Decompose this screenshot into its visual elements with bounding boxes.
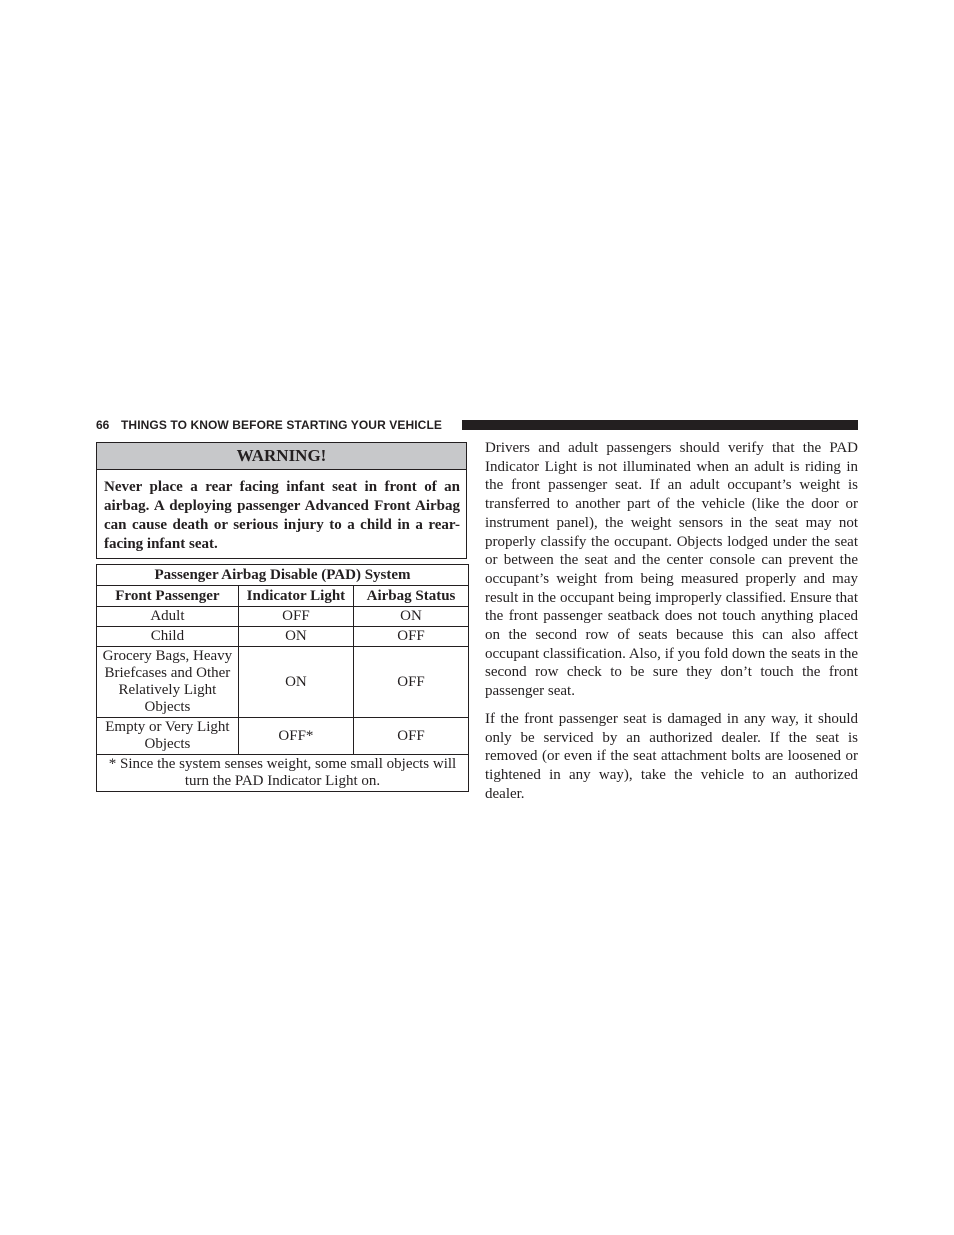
table-footnote-row: [97, 755, 469, 792]
warning-title: WARNING!: [97, 443, 466, 470]
table-row: [97, 647, 469, 718]
body-paragraph: If the front passenger seat is damaged in any way, it should only be serviced by an authorized dealer. If the seat is removed (or even if the seat attachment bolts are loosened or tightened in any way), take the vehicle to an authorized dealer.: [485, 710, 858, 802]
table-cell: Adult: [97, 607, 239, 627]
pad-system-table: [96, 564, 469, 792]
warning-text: Never place a rear facing infant seat in front of an airbag. A deploying passenger Advanced Front Airbag can cause death or serious injury to a child in a rear-facing infant seat.: [104, 479, 460, 552]
table-header-row: [97, 586, 469, 607]
table-cell: ON: [238, 647, 353, 718]
table-cell: OFF: [354, 718, 469, 755]
table-cell: OFF: [354, 647, 469, 718]
column-header-front-passenger: Front Passenger: [97, 586, 239, 607]
column-header-indicator-light: Indicator Light: [238, 586, 353, 607]
page-header: [96, 417, 858, 433]
table-cell: OFF: [238, 607, 353, 627]
column-header-airbag-status: Airbag Status: [354, 586, 469, 607]
header-rule: [462, 420, 858, 430]
section-title: THINGS TO KNOW BEFORE STARTING YOUR VEHICLE: [121, 418, 442, 432]
table-cell: ON: [238, 627, 353, 647]
table-title-row: [97, 565, 469, 586]
warning-box: [96, 442, 467, 559]
table-cell: ON: [354, 607, 469, 627]
table-cell: OFF*: [238, 718, 353, 755]
table-row: [97, 607, 469, 627]
table-footnote: * Since the system senses weight, some small objects will turn the PAD Indicator Light on.: [97, 755, 469, 792]
table-row: [97, 627, 469, 647]
body-paragraph: Drivers and adult passengers should verify that the PAD Indicator Light is not illuminated when an adult is riding in the front passenger seat. If an adult occupant’s weight is transferred to another part of the vehicle (like the door or instrument panel), the weight sensors in the seat may not properly classify the occupant. Objects lodged under the seat or between the seat and the center console can prevent the occupant’s weight from being measured properly and may result in the occupant being improperly classified. Ensure that the front passenger seatback does not touch anything placed on the second row of seats because this can also affect occupant classification. Also, if you fold down the seats in the second row check to be sure they don’t touch the front passenger seat.: [485, 440, 858, 700]
table-cell: OFF: [354, 627, 469, 647]
table-cell: Grocery Bags, Heavy Briefcases and Other Relatively Light Objects: [97, 647, 239, 718]
table-row: [97, 718, 469, 755]
body-text-column: [485, 439, 858, 812]
table-title: Passenger Airbag Disable (PAD) System: [97, 565, 469, 586]
table-cell: Child: [97, 627, 239, 647]
page-number: 66: [96, 418, 110, 432]
table-cell: Empty or Very Light Objects: [97, 718, 239, 755]
